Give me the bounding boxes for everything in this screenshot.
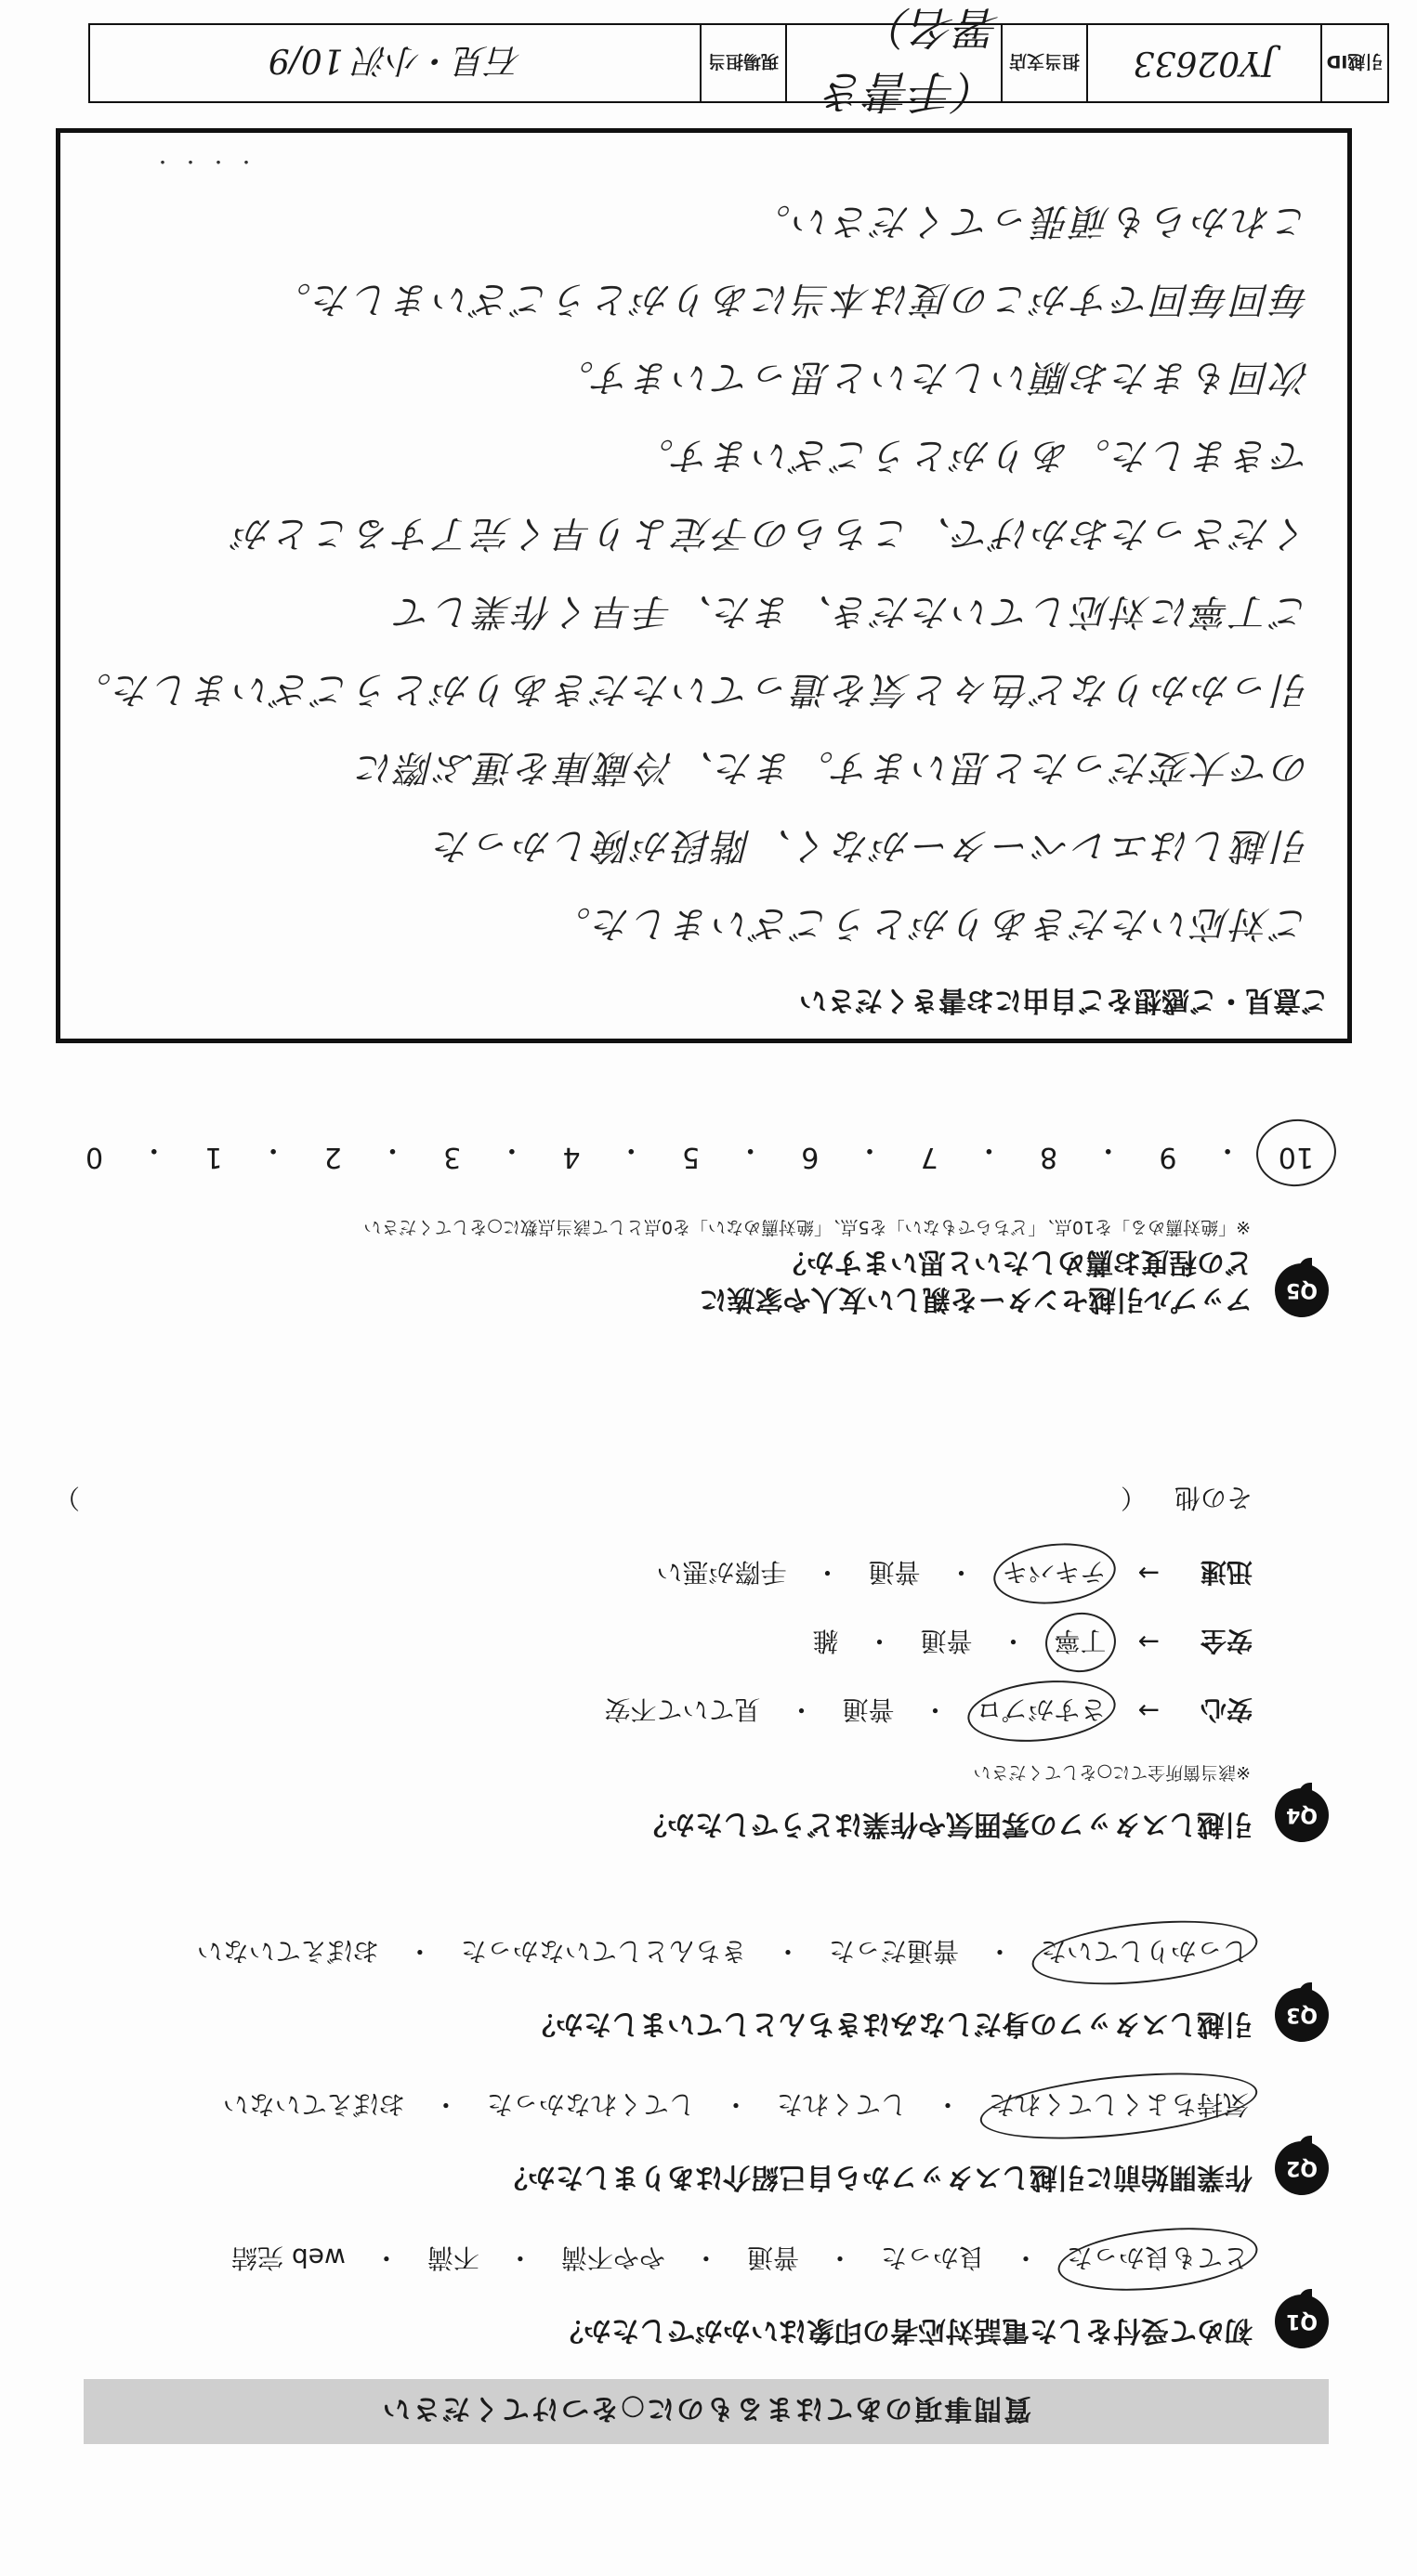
id-label-cell: [1320, 25, 1387, 101]
q4-note: ※該当箇所全てに○をしてください: [973, 1762, 1251, 1783]
q5-score[interactable]: 6: [801, 1141, 820, 1173]
branch-signature: （手書き署名）: [821, 1, 1001, 117]
q5-score[interactable]: 3: [443, 1141, 462, 1173]
q5-text-line2: どの程度お薦めしたいと思いますか？: [779, 1246, 1253, 1278]
q4-option[interactable]: 普通: [842, 1694, 895, 1725]
q2-options: 気持ちよくしてくれた ・ してくれた ・ してくれなかった ・ おぼえていない: [9, 2087, 1253, 2125]
arrow-right-icon: →: [1137, 1695, 1160, 1727]
comment-line: 次回もまたお願いしたいと思っています。: [554, 356, 1310, 399]
comment-line: これからも頑張ってください。: [751, 200, 1310, 242]
q2-badge: Q2: [1275, 2141, 1329, 2195]
q3-badge: Q3: [1275, 1988, 1329, 2042]
q1-option[interactable]: 普通: [746, 2243, 799, 2273]
id-value: JY02633: [1133, 44, 1276, 83]
q1-options: とても良かった ・ 良かった ・ 普通 ・ やや不満 ・ 不満 ・ web 完結: [9, 2241, 1253, 2278]
branch-value-cell: [785, 1, 1001, 117]
arrow-right-icon: →: [1137, 1558, 1160, 1589]
q4-option[interactable]: 見ていて不安: [604, 1694, 761, 1725]
q3-text: 引越しスタッフの身だしなみはきちんとしていましたか？: [528, 2007, 1253, 2040]
question-q1: [9, 2241, 1329, 2348]
q5-score[interactable]: 1: [204, 1141, 223, 1173]
instruction-bar: 質問事項のあてはまるものに○をつけてください: [84, 2379, 1329, 2444]
q5-score[interactable]: 9: [1159, 1141, 1177, 1173]
q2-text: 作業開始前に引越しスタッフから自己紹介はありましたか？: [500, 2161, 1253, 2193]
branch-label-cell: [1001, 25, 1086, 101]
leader-label-cell: [700, 25, 785, 101]
id-label: 引越ID: [1326, 51, 1384, 72]
comment-box[interactable]: [56, 128, 1352, 1043]
q1-option[interactable]: 良かった: [880, 2243, 985, 2273]
q5-text-line1: アップル引越センターを親しい友人や家族に: [699, 1283, 1253, 1315]
q4-other-field[interactable]: （ ）: [53, 1483, 1147, 1513]
comment-line: 毎回毎回ですがこの度は本当にありがとうございました。: [271, 278, 1310, 320]
question-q4: [9, 1481, 1329, 1842]
q1-option[interactable]: やや不満: [560, 2243, 665, 2273]
q5-note: ※「絶対薦める」を10点、「どちらでもない」を5点、「絶対薦めない」を0点として該当点数に○をしてください: [363, 1217, 1251, 1237]
q3-option[interactable]: おぼえていない: [196, 1936, 379, 1967]
q4-other-row: [9, 1481, 1253, 1518]
id-value-cell: [1086, 25, 1320, 101]
q4-option-selected[interactable]: さすがプロ: [973, 1693, 1110, 1730]
q1-option[interactable]: 不満: [426, 2243, 479, 2273]
q5-score[interactable]: 0: [85, 1141, 104, 1173]
q5-score[interactable]: 7: [920, 1141, 938, 1173]
q4-option[interactable]: 雑: [812, 1626, 839, 1656]
question-q3: [9, 1934, 1329, 2042]
q4-option[interactable]: 普通: [920, 1626, 973, 1656]
q2-option[interactable]: してくれなかった: [486, 2089, 695, 2120]
q4-option[interactable]: 手際が悪い: [656, 1557, 787, 1588]
q5-score[interactable]: 8: [1040, 1141, 1058, 1173]
comment-line: くださったおかげで、こちらの予定より早く完了することが: [231, 512, 1310, 555]
question-q5: [9, 1132, 1329, 1317]
comment-title: ご意見・ご感想をご自由にお書きください: [799, 984, 1329, 1016]
q5-badge: Q5: [1275, 1263, 1329, 1317]
q3-options: しっかりしていた ・ 普通だった ・ きちんとしていなかった ・ おぼえていない: [9, 1934, 1253, 1971]
q4-row-anshin: 安心 → さすがプロ ・ 普通 ・ 見ていて不安: [9, 1693, 1253, 1730]
comment-line: できました。ありがとうございます。: [634, 434, 1310, 477]
q4-row-label: 安全: [1200, 1626, 1253, 1656]
q4-badge: Q4: [1275, 1788, 1329, 1842]
q4-option-selected[interactable]: テキパキ: [999, 1555, 1110, 1592]
q2-option[interactable]: おぼえていない: [222, 2089, 405, 2120]
q3-option[interactable]: きちんとしていなかった: [460, 1936, 747, 1967]
q4-other-label: その他: [1174, 1483, 1253, 1513]
q4-row-label: 安心: [1200, 1694, 1253, 1725]
q1-option-selected[interactable]: とても良かった: [1063, 2241, 1253, 2278]
q5-score[interactable]: 2: [323, 1141, 342, 1173]
q5-score[interactable]: 4: [562, 1141, 581, 1173]
q4-row-jinsoku: 迅速 → テキパキ ・ 普通 ・ 手際が悪い: [9, 1555, 1253, 1592]
comment-line: 引っかかりなど色々と気を遣っていただきありがとうございました。: [72, 668, 1310, 711]
q4-option[interactable]: 普通: [868, 1557, 921, 1588]
question-q2: [9, 2087, 1329, 2195]
comment-line: ので大変だったと思います。また、冷蔵庫を運ぶ際に: [354, 746, 1310, 789]
leader-value-cell: [90, 25, 700, 101]
leader-value: 石見・小沢 10/9: [268, 41, 522, 80]
q3-option[interactable]: 普通だった: [828, 1936, 959, 1967]
comment-text: [60, 182, 1347, 968]
q4-row-anzen: 安全 → 丁寧 ・ 普通 ・ 雑: [9, 1624, 1253, 1661]
q2-option[interactable]: してくれた: [776, 2089, 907, 2120]
q1-text: 初めて受付をした電話対応者の印象はいかがでしたか？: [556, 2314, 1253, 2347]
q3-option-selected[interactable]: しっかりしていた: [1037, 1934, 1253, 1971]
q2-option-selected[interactable]: 気持ちよくしてくれた: [985, 2087, 1253, 2125]
q5-score[interactable]: 5: [681, 1141, 701, 1173]
q5-score-selected[interactable]: 10: [1275, 1132, 1318, 1173]
ink-dots: ・・・・: [144, 150, 256, 173]
q1-option[interactable]: web 完結: [231, 2243, 346, 2273]
arrow-right-icon: →: [1137, 1627, 1160, 1658]
leader-label: 現場担当: [708, 51, 780, 72]
comment-line: 引越しはエレベーターがなく、階段が険しかった: [431, 824, 1310, 867]
q4-row-label: 迅速: [1200, 1557, 1253, 1588]
q4-option-selected[interactable]: 丁寧: [1051, 1624, 1110, 1661]
comment-line: ご丁寧に対応していただき、また、手早く作業して: [392, 590, 1310, 633]
q1-badge: Q1: [1275, 2295, 1329, 2348]
q4-text: 引越しスタッフの雰囲気や作業はどうでしたか？: [639, 1808, 1253, 1840]
comment-line: ご対応いただきありがとうございました。: [551, 902, 1310, 945]
q5-scale: 10 ・ 9 ・ 8 ・ 7 ・ 6 ・ 5 ・ 4 ・ 3 ・ 2 ・ 1 ・ 0: [82, 1132, 1318, 1173]
branch-label: 担当支店: [1009, 51, 1081, 72]
footer-table: [88, 1, 1389, 117]
